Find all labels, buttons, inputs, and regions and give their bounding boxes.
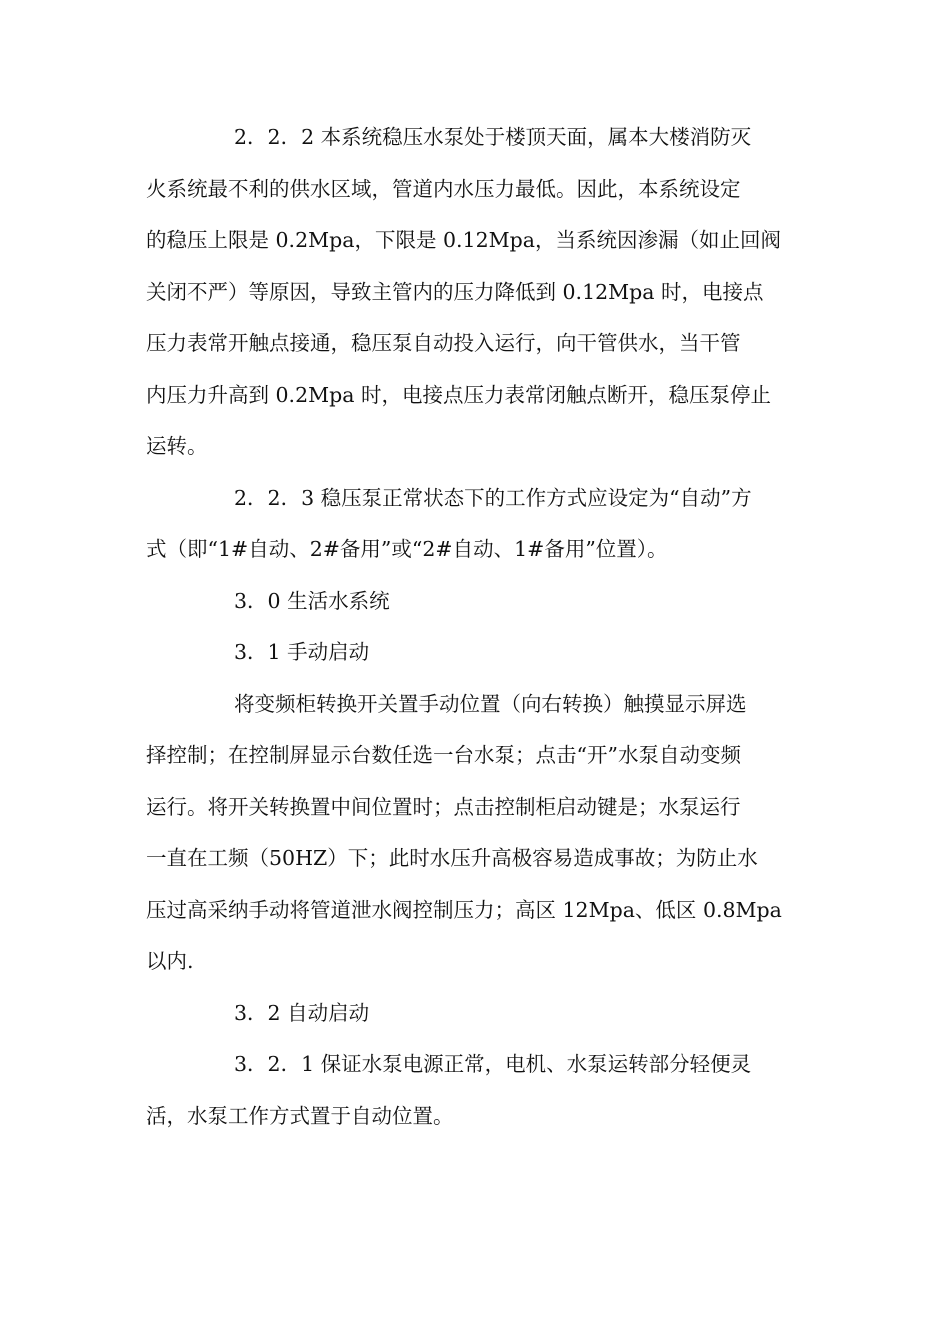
heading-3-1 (146, 627, 806, 679)
text-line: 择控制；在控制屏显示台数任选一台水泵；点击“开”水泵自动变频 (146, 743, 741, 767)
paragraph-3-2-1 (146, 1039, 806, 1142)
paragraph-2-2-3 (146, 473, 806, 576)
section-heading: 3．0 生活水系统 (234, 588, 390, 613)
paragraph-manual-start (146, 679, 806, 988)
text-line: 火系统最不利的供水区域，管道内水压力最低。因此，本系统设定 (146, 176, 741, 201)
heading-3-2 (146, 988, 806, 1040)
text-line: 压过高采纳手动将管道泄水阀控制压力；高区 12Mpa、低区 0.8Mpa (146, 897, 782, 922)
text-line: 式（即“1#自动、2#备用”或“2#自动、1#备用”位置）。 (146, 537, 668, 561)
text-line: 的稳压上限是 0.2Mpa，下限是 0.12Mpa，当系统因渗漏（如止回阀 (146, 228, 781, 252)
text-line: 将变频柜转换开关置手动位置（向右转换）触摸显示屏选 (234, 691, 747, 716)
text-line: 3．2．1 保证水泵电源正常，电机、水泵运转部分轻便灵 (234, 1052, 752, 1076)
section-heading: 3．2 自动启动 (234, 1000, 370, 1025)
text-line: 运转。 (146, 434, 208, 458)
heading-3-0 (146, 576, 806, 628)
text-line: 一直在工频（50HZ）下；此时水压升高极容易造成事故；为防止水 (146, 846, 758, 870)
paragraph-2-2-2 (146, 112, 806, 473)
text-line: 内压力升高到 0.2Mpa 时，电接点压力表常闭触点断开，稳压泵停止 (146, 382, 771, 407)
text-line: 2．2．2 本系统稳压水泵处于楼顶天面，属本大楼消防灭 (234, 125, 752, 149)
text-line: 关闭不严）等原因，导致主管内的压力降低到 0.12Mpa 时，电接点 (146, 279, 764, 304)
text-line: 2．2．3 稳压泵正常状态下的工作方式应设定为“自动”方 (234, 485, 752, 510)
section-heading: 3．1 手动启动 (234, 640, 370, 664)
text-line: 运行。将开关转换置中间位置时；点击控制柜启动键是；水泵运行 (146, 794, 741, 819)
text-line: 活，水泵工作方式置于自动位置。 (146, 1103, 454, 1128)
text-line: 以内. (146, 949, 194, 973)
document-body (146, 112, 806, 1142)
text-line: 压力表常开触点接通，稳压泵自动投入运行，向干管供水，当干管 (146, 331, 741, 355)
